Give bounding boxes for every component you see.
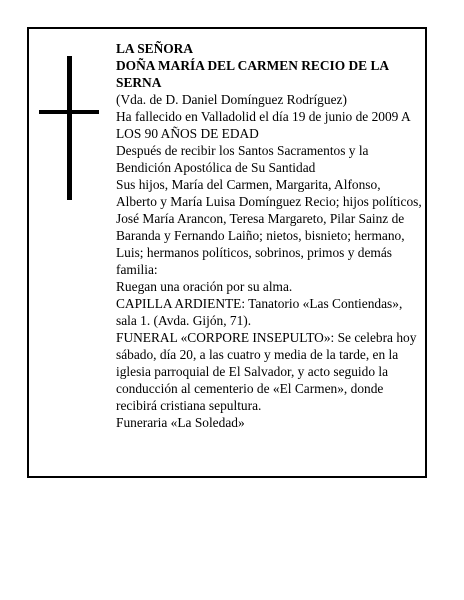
widow-of-line: (Vda. de D. Daniel Domínguez Rodríguez) xyxy=(116,92,347,107)
sacraments-line: Después de recibir los Santos Sacramentos y la Bendición Apostólica de Su Santidad xyxy=(116,143,369,175)
notice-text xyxy=(116,40,422,431)
death-announcement: Ha fallecido en Valladolid el día 19 de junio de 2009 A LOS 90 AÑOS DE EDAD xyxy=(116,109,410,141)
prayer-request: Ruegan una oración por su alma. xyxy=(116,279,293,294)
obituary-notice xyxy=(27,27,427,478)
cross-vertical-bar xyxy=(67,56,72,200)
latin-cross-icon xyxy=(39,56,99,200)
cross-horizontal-bar xyxy=(39,110,99,114)
funeral-info: FUNERAL «CORPORE INSEPULTO»: Se celebra hoy sábado, día 20, a las cuatro y media de la tarde, en la iglesia parroquial de El Salvador, y acto seguido la conducción al cementerio de «El Carmen», donde recibirá cristiana sepultura. xyxy=(116,330,417,413)
family-list: Sus hijos, María del Carmen, Margarita, Alfonso, Alberto y María Luisa Domínguez Recio; hijos políticos, José María Arancon, Teresa Margareto, Pilar Sainz de Baranda y Fernando Laiño; nietos, bisnieto; hermano, Luis; hermanos políticos, sobrinos, primos y demás familia: xyxy=(116,177,422,277)
deceased-name: DOÑA MARÍA DEL CARMEN RECIO DE LA SERNA xyxy=(116,58,389,90)
notice-title: LA SEÑORA xyxy=(116,41,194,56)
funeral-home: Funeraria «La Soledad» xyxy=(116,415,245,430)
chapel-info: CAPILLA ARDIENTE: Tanatorio «Las Contiendas», sala 1. (Avda. Gijón, 71). xyxy=(116,296,403,328)
